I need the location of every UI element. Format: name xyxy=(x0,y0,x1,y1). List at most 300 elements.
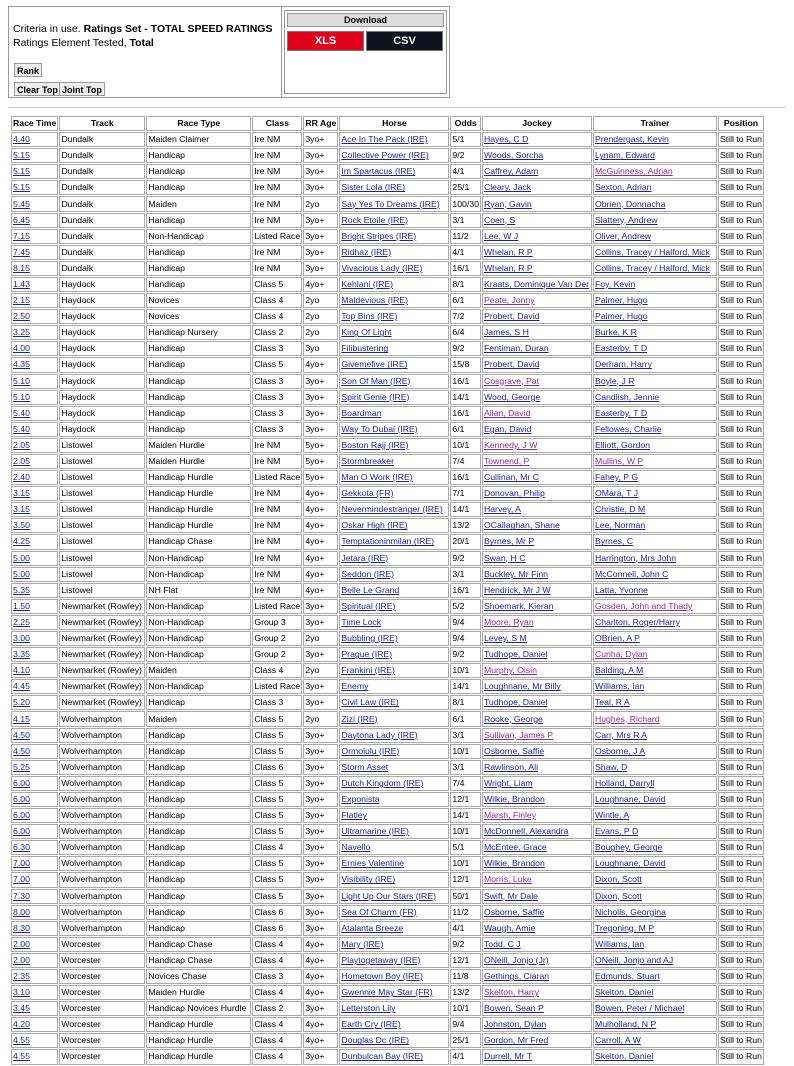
cell-race-type: Handicap xyxy=(146,824,251,839)
cell-jockey[interactable]: Lee, W J xyxy=(482,229,592,244)
cell-position: Still to Run xyxy=(718,502,764,517)
cell-jockey[interactable]: Gethings, Ciaran xyxy=(482,969,592,984)
cell-trainer[interactable]: Easterby, T D xyxy=(593,341,717,356)
cell-horse[interactable]: Enemy xyxy=(339,679,449,694)
cell-race-time[interactable]: 4.50 xyxy=(11,728,58,743)
cell-class: Class 5 xyxy=(252,744,302,759)
cell-rr-age: 3yo+ xyxy=(303,374,338,389)
cell-class: Class 3 xyxy=(252,422,302,437)
cell-race-time[interactable]: 3.25 xyxy=(11,325,58,340)
cell-trainer[interactable]: Teal, R A xyxy=(593,695,717,710)
cell-race-time[interactable]: 5.00 xyxy=(11,551,58,566)
cell-race-time[interactable]: 1.50 xyxy=(11,599,58,614)
cell-horse[interactable]: Collective Power (IRE) xyxy=(339,148,449,163)
cell-jockey[interactable]: Probert, David xyxy=(482,357,592,372)
cell-race-time[interactable]: 2.35 xyxy=(11,969,58,984)
cell-horse[interactable]: Douglas Dc (IRE) xyxy=(339,1033,449,1048)
table-row xyxy=(11,679,764,694)
cell-odds: 12/1 xyxy=(450,792,481,807)
cell-trainer[interactable]: Shaw, D xyxy=(593,760,717,775)
cell-jockey[interactable]: Levey, S M xyxy=(482,631,592,646)
cell-trainer[interactable]: Easterby, T D xyxy=(593,406,717,421)
cell-horse[interactable]: Civil Law (IRE) xyxy=(339,695,449,710)
cell-race-time[interactable]: 4.15 xyxy=(11,711,58,726)
cell-race-time[interactable]: 2.05 xyxy=(11,454,58,469)
cell-jockey[interactable]: Shoemark, Kieran xyxy=(482,599,592,614)
cell-track: Worcester xyxy=(59,937,145,952)
cell-odds: 3/1 xyxy=(450,728,481,743)
cell-race-time[interactable]: 5.15 xyxy=(11,148,58,163)
cell-race-time[interactable]: 4.40 xyxy=(11,132,58,147)
joint-top-button[interactable]: Joint Top xyxy=(59,82,105,96)
cell-race-time[interactable]: 4.55 xyxy=(11,1049,58,1064)
cell-jockey[interactable]: Skelton, Harry xyxy=(482,985,592,1000)
cell-trainer[interactable]: OBrien, A P xyxy=(593,631,717,646)
column-header-race-type: Race Type xyxy=(146,116,251,131)
cell-horse[interactable]: Bright Stripes (IRE) xyxy=(339,229,449,244)
cell-class: Listed Race xyxy=(252,679,302,694)
cell-trainer[interactable]: Derham, Harry xyxy=(593,357,717,372)
cell-odds: 10/1 xyxy=(450,438,481,453)
cell-track: Worcester xyxy=(59,985,145,1000)
cell-jockey[interactable]: Marsh, Finley xyxy=(482,808,592,823)
cell-jockey[interactable]: Byrnes, Mr P xyxy=(482,534,592,549)
cell-odds: 16/1 xyxy=(450,583,481,598)
table-row xyxy=(11,245,764,260)
cell-race-time[interactable]: 3.35 xyxy=(11,647,58,662)
cell-jockey[interactable]: Hendrick, Mr J W xyxy=(482,583,592,598)
cell-trainer[interactable]: Osborne, J A xyxy=(593,744,717,759)
cell-jockey[interactable]: Coen, S xyxy=(482,213,592,228)
cell-horse[interactable]: Boardman xyxy=(339,406,449,421)
cell-race-time[interactable]: 7.30 xyxy=(11,889,58,904)
cell-jockey[interactable]: Harvey, A xyxy=(482,502,592,517)
cell-trainer[interactable]: Evans, P D xyxy=(593,824,717,839)
cell-rr-age: 4yo+ xyxy=(303,969,338,984)
cell-race-time[interactable]: 4.20 xyxy=(11,1017,58,1032)
cell-rr-age: 3yo+ xyxy=(303,406,338,421)
cell-trainer[interactable]: McConnell, John C xyxy=(593,567,717,582)
cell-class: Ire NM xyxy=(252,454,302,469)
cell-race-time[interactable]: 2.50 xyxy=(11,309,58,324)
cell-jockey[interactable]: Probert, David xyxy=(482,309,592,324)
cell-race-time[interactable]: 4.10 xyxy=(11,663,58,678)
cell-horse[interactable]: Time Lock xyxy=(339,615,449,630)
cell-horse[interactable]: Dutch Kingdom (IRE) xyxy=(339,776,449,791)
cell-horse[interactable]: Stormbreaker xyxy=(339,454,449,469)
cell-trainer[interactable]: Gosden, John and Thady xyxy=(593,599,717,614)
cell-jockey[interactable]: Woods, Sorcha xyxy=(482,148,592,163)
cell-trainer[interactable]: Balding, A M xyxy=(593,663,717,678)
cell-trainer[interactable]: Oliver, Andrew xyxy=(593,229,717,244)
cell-race-time[interactable]: 5.40 xyxy=(11,406,58,421)
cell-horse[interactable]: Exponista xyxy=(339,792,449,807)
cell-horse[interactable]: King Of Light xyxy=(339,325,449,340)
cell-trainer[interactable]: Elliott, Gordon xyxy=(593,438,717,453)
cell-jockey[interactable]: Osborne, Saffie xyxy=(482,905,592,920)
cell-trainer[interactable]: Carroll, A W xyxy=(593,1033,717,1048)
cell-trainer[interactable]: Obrien, Donnacha xyxy=(593,196,717,211)
cell-track: Newmarket (Rowley) xyxy=(59,695,145,710)
cell-trainer[interactable]: Latta, Yvonne xyxy=(593,583,717,598)
cell-jockey[interactable]: OCallaghan, Shane xyxy=(482,518,592,533)
cell-trainer[interactable]: McGuinness, Adrian xyxy=(593,164,717,179)
table-row xyxy=(11,760,764,775)
cell-race-time[interactable]: 3.15 xyxy=(11,486,58,501)
cell-race-time[interactable]: 1.43 xyxy=(11,277,58,292)
cell-race-time[interactable]: 2.40 xyxy=(11,470,58,485)
cell-trainer[interactable]: Loughnane, David xyxy=(593,856,717,871)
cell-trainer[interactable]: Williams, Ian xyxy=(593,679,717,694)
cell-race-time[interactable]: 7.00 xyxy=(11,872,58,887)
table-row xyxy=(11,744,764,759)
cell-trainer[interactable]: ONeill, Jonjo and AJ xyxy=(593,953,717,968)
cell-jockey[interactable]: Kennedy, J W xyxy=(482,438,592,453)
cell-odds: 50/1 xyxy=(450,889,481,904)
cell-horse[interactable]: Givemefive (IRE) xyxy=(339,357,449,372)
cell-race-time[interactable]: 3.15 xyxy=(11,502,58,517)
cell-trainer[interactable]: Burke, K R xyxy=(593,325,717,340)
cell-jockey[interactable]: James, S H xyxy=(482,325,592,340)
cell-jockey[interactable]: Peate, Jonny xyxy=(482,293,592,308)
cell-horse[interactable]: Filibustering xyxy=(339,341,449,356)
cell-horse[interactable]: Playtogetaway (IRE) xyxy=(339,953,449,968)
cell-race-time[interactable]: 6.30 xyxy=(11,840,58,855)
cell-rr-age: 3yo+ xyxy=(303,615,338,630)
cell-jockey[interactable]: Gordon, Mr Fred xyxy=(482,1033,592,1048)
cell-jockey[interactable]: Caffrey, Adam xyxy=(482,164,592,179)
cell-race-time[interactable]: 6.00 xyxy=(11,808,58,823)
cell-jockey[interactable]: Cleary, Jack xyxy=(482,180,592,195)
cell-race-time[interactable]: 6.00 xyxy=(11,776,58,791)
column-header-odds: Odds xyxy=(450,116,481,131)
cell-horse[interactable]: Maldevious (IRE) xyxy=(339,293,449,308)
cell-race-time[interactable]: 7.00 xyxy=(11,856,58,871)
cell-jockey[interactable]: Johnston, Dylan xyxy=(482,1017,592,1032)
cell-horse[interactable]: Earth Cry (IRE) xyxy=(339,1017,449,1032)
cell-horse[interactable]: Ultramarine (IRE) xyxy=(339,824,449,839)
cell-horse[interactable]: Dunbulcan Bay (IRE) xyxy=(339,1049,449,1064)
cell-horse[interactable]: Frankini (IRE) xyxy=(339,663,449,678)
cell-horse[interactable]: Navello xyxy=(339,840,449,855)
cell-horse[interactable]: Temptationinmilan (IRE) xyxy=(339,534,449,549)
cell-jockey[interactable]: Rooke, George xyxy=(482,711,592,726)
cell-horse[interactable]: Daytona Lady (IRE) xyxy=(339,728,449,743)
cell-jockey[interactable]: Egan, David xyxy=(482,422,592,437)
cell-horse[interactable]: Light Up Our Stars (IRE) xyxy=(339,889,449,904)
cell-jockey[interactable]: Swift, Mr Dale xyxy=(482,889,592,904)
cell-horse[interactable]: Rock Etoile (IRE) xyxy=(339,213,449,228)
cell-horse[interactable]: Vivacious Lady (IRE) xyxy=(339,261,449,276)
cell-jockey[interactable]: Swan, H C xyxy=(482,551,592,566)
cell-rr-age: 3yo+ xyxy=(303,695,338,710)
cell-race-type: Handicap Hurdle xyxy=(146,1049,251,1064)
cell-class: Class 4 xyxy=(252,840,302,855)
cell-jockey[interactable]: Tudhope, Daniel xyxy=(482,647,592,662)
cell-trainer[interactable]: Wintle, A xyxy=(593,808,717,823)
cell-race-time[interactable]: 2.25 xyxy=(11,615,58,630)
cell-race-type: Non-Handicap xyxy=(146,647,251,662)
cell-horse[interactable]: Jetara (IRE) xyxy=(339,551,449,566)
cell-race-time[interactable]: 5.25 xyxy=(11,760,58,775)
cell-position: Still to Run xyxy=(718,663,764,678)
cell-jockey[interactable]: Wright, Liam xyxy=(482,776,592,791)
cell-trainer[interactable]: Foy, Kevin xyxy=(593,277,717,292)
cell-jockey[interactable]: Wood, George xyxy=(482,390,592,405)
cell-jockey[interactable]: Whelan, R P xyxy=(482,261,592,276)
cell-horse[interactable]: Mary (IRE) xyxy=(339,937,449,952)
cell-trainer[interactable]: Tregoning, M P xyxy=(593,921,717,936)
criteria-line-1 xyxy=(13,23,272,35)
cell-trainer[interactable]: Lynam, Edward xyxy=(593,148,717,163)
cell-trainer[interactable]: Nicholls, Georgina xyxy=(593,905,717,920)
cell-race-time[interactable]: 2.15 xyxy=(11,293,58,308)
cell-trainer[interactable]: Skelton, Daniel xyxy=(593,1049,717,1064)
cell-horse[interactable]: Hometown Boy (IRE) xyxy=(339,969,449,984)
cell-trainer[interactable]: Harrington, Mrs John xyxy=(593,551,717,566)
cell-trainer[interactable]: Dixon, Scott xyxy=(593,889,717,904)
cell-trainer[interactable]: Charlton, Roger/Harry xyxy=(593,615,717,630)
cell-horse[interactable]: Visibility (IRE) xyxy=(339,872,449,887)
cell-race-time[interactable]: 4.35 xyxy=(11,357,58,372)
cell-horse[interactable]: Gekkota (FR) xyxy=(339,486,449,501)
cell-jockey[interactable]: Ryan, Gavin xyxy=(482,196,592,211)
cell-trainer[interactable]: Mullins, W P xyxy=(593,454,717,469)
cell-jockey[interactable]: Wilkie, Brandon xyxy=(482,792,592,807)
cell-horse[interactable]: Belle Le Grand xyxy=(339,583,449,598)
cell-horse[interactable]: Zizi (IRE) xyxy=(339,711,449,726)
cell-horse[interactable]: Boston Rajj (IRE) xyxy=(339,438,449,453)
cell-position: Still to Run xyxy=(718,792,764,807)
cell-race-time[interactable]: 4.00 xyxy=(11,341,58,356)
cell-rr-age: 3yo+ xyxy=(303,229,338,244)
cell-race-time[interactable]: 6.00 xyxy=(11,792,58,807)
cell-horse[interactable]: Son Of Man (IRE) xyxy=(339,374,449,389)
cell-trainer[interactable]: Skelton, Daniel xyxy=(593,985,717,1000)
cell-odds: 4/1 xyxy=(450,164,481,179)
cell-race-time[interactable]: 8.15 xyxy=(11,261,58,276)
cell-trainer[interactable]: Mulholland, N P xyxy=(593,1017,717,1032)
cell-jockey[interactable]: ONeill, Jonjo (Jr) xyxy=(482,953,592,968)
cell-horse[interactable]: Seddon (IRE) xyxy=(339,567,449,582)
cell-trainer[interactable]: Candlish, Jennie xyxy=(593,390,717,405)
cell-trainer[interactable]: Lee, Norman xyxy=(593,518,717,533)
table-row xyxy=(11,695,764,710)
cell-race-type: Novices xyxy=(146,309,251,324)
cell-jockey[interactable]: Townend, P xyxy=(482,454,592,469)
criteria-box xyxy=(9,7,282,97)
clear-top-button[interactable]: Clear Top xyxy=(14,82,61,96)
cell-horse[interactable]: Oskar High (IRE) xyxy=(339,518,449,533)
cell-jockey[interactable]: Whelan, R P xyxy=(482,245,592,260)
cell-jockey[interactable]: Bowen, Sean P xyxy=(482,1001,592,1016)
cell-race-time[interactable]: 8.00 xyxy=(11,905,58,920)
cell-horse[interactable]: Storm Asset xyxy=(339,760,449,775)
cell-race-time[interactable]: 2.00 xyxy=(11,937,58,952)
cell-trainer[interactable]: Cunha, Dylan xyxy=(593,647,717,662)
cell-rr-age: 2yo xyxy=(303,663,338,678)
csv-download-button[interactable]: CSV xyxy=(366,31,443,51)
cell-trainer[interactable]: Christie, D M xyxy=(593,502,717,517)
cell-horse[interactable]: Top Bins (IRE) xyxy=(339,309,449,324)
cell-trainer[interactable]: Edmunds, Stuart xyxy=(593,969,717,984)
cell-jockey[interactable]: Moore, Ryan xyxy=(482,615,592,630)
cell-rr-age: 3yo+ xyxy=(303,1049,338,1064)
cell-race-time[interactable]: 5.10 xyxy=(11,390,58,405)
cell-trainer[interactable]: Collins, Tracey / Halford, Mick xyxy=(593,261,717,276)
table-row xyxy=(11,148,764,163)
cell-horse[interactable]: Sister Lola (IRE) xyxy=(339,180,449,195)
cell-odds: 9/2 xyxy=(450,551,481,566)
cell-horse[interactable]: Bubbling (IRE) xyxy=(339,631,449,646)
cell-trainer[interactable]: Boyle, J R xyxy=(593,374,717,389)
cell-race-time[interactable]: 3.00 xyxy=(11,631,58,646)
cell-jockey[interactable]: Morris, Luke xyxy=(482,872,592,887)
table-row xyxy=(11,969,764,984)
cell-race-time[interactable]: 7.15 xyxy=(11,229,58,244)
cell-race-time[interactable]: 3.10 xyxy=(11,985,58,1000)
cell-class: Class 3 xyxy=(252,969,302,984)
table-header-row xyxy=(11,116,764,131)
cell-odds: 3/1 xyxy=(450,760,481,775)
cell-race-time[interactable]: 5.15 xyxy=(11,164,58,179)
cell-race-time[interactable]: 2.05 xyxy=(11,438,58,453)
cell-position: Still to Run xyxy=(718,132,764,147)
cell-race-time[interactable]: 5.00 xyxy=(11,567,58,582)
cell-trainer[interactable]: Slattery, Andrew xyxy=(593,213,717,228)
cell-horse[interactable]: Ace In The Pack (IRE) xyxy=(339,132,449,147)
cell-jockey[interactable]: Cosgrave, Pat xyxy=(482,374,592,389)
cell-race-time[interactable]: 3.50 xyxy=(11,518,58,533)
table-row xyxy=(11,357,764,372)
cell-horse[interactable]: Ormolulu (IRE) xyxy=(339,744,449,759)
cell-horse[interactable]: Spiritual (IRE) xyxy=(339,599,449,614)
cell-jockey[interactable]: Hayes, C D xyxy=(482,132,592,147)
cell-trainer[interactable]: Bowen, Peter / Michael xyxy=(593,1001,717,1016)
cell-trainer[interactable]: Hughes, Richard xyxy=(593,711,717,726)
cell-race-time[interactable]: 4.45 xyxy=(11,679,58,694)
cell-trainer[interactable]: Prendergast, Kevin xyxy=(593,132,717,147)
cell-race-time[interactable]: 5.10 xyxy=(11,374,58,389)
cell-jockey[interactable]: Kraats, Dominique Van Der xyxy=(482,277,592,292)
cell-jockey[interactable]: Cullinan, Mr C xyxy=(482,470,592,485)
cell-trainer[interactable]: Sexton, Adrian xyxy=(593,180,717,195)
cell-horse[interactable]: Ernies Valentine xyxy=(339,856,449,871)
cell-jockey[interactable]: Wilkie, Brandon xyxy=(482,856,592,871)
cell-trainer[interactable]: Dixon, Scott xyxy=(593,872,717,887)
cell-jockey[interactable]: Todd, C J xyxy=(482,937,592,952)
cell-horse[interactable]: Say Yes To Dreams (IRE) xyxy=(339,196,449,211)
cell-trainer[interactable]: Williams, Ian xyxy=(593,937,717,952)
cell-horse[interactable]: Sea Of Charm (FR) xyxy=(339,905,449,920)
cell-horse[interactable]: Im Spartacus (IRE) xyxy=(339,164,449,179)
cell-trainer[interactable]: Boughey, George xyxy=(593,840,717,855)
table-row xyxy=(11,470,764,485)
cell-jockey[interactable]: Rawlinson, Ali xyxy=(482,760,592,775)
cell-race-time[interactable]: 4.50 xyxy=(11,744,58,759)
cell-horse[interactable]: Gwennie May Star (FR) xyxy=(339,985,449,1000)
cell-horse[interactable]: Atalanta Breeze xyxy=(339,921,449,936)
cell-jockey[interactable]: Donovan, Philip xyxy=(482,486,592,501)
cell-race-time[interactable]: 5.35 xyxy=(11,583,58,598)
cell-trainer[interactable]: Palmer, Hugo xyxy=(593,309,717,324)
cell-race-type: Handicap xyxy=(146,840,251,855)
cell-race-time[interactable]: 7.45 xyxy=(11,245,58,260)
cell-trainer[interactable]: Loughnane, David xyxy=(593,792,717,807)
cell-class: Class 5 xyxy=(252,277,302,292)
cell-trainer[interactable]: Holland, Darryll xyxy=(593,776,717,791)
cell-race-time[interactable]: 6.00 xyxy=(11,824,58,839)
cell-trainer[interactable]: Collins, Tracey / Halford, Mick xyxy=(593,245,717,260)
cell-race-time[interactable]: 5.20 xyxy=(11,695,58,710)
cell-horse[interactable]: Kehlani (IRE) xyxy=(339,277,449,292)
cell-race-time[interactable]: 8.30 xyxy=(11,921,58,936)
cell-trainer[interactable]: Fellowes, Charlie xyxy=(593,422,717,437)
cell-jockey[interactable]: Buckley, Mr Finn xyxy=(482,567,592,582)
cell-race-time[interactable]: 4.25 xyxy=(11,534,58,549)
cell-position: Still to Run xyxy=(718,583,764,598)
cell-jockey[interactable]: Osborne, Saffie xyxy=(482,744,592,759)
cell-trainer[interactable]: Palmer, Hugo xyxy=(593,293,717,308)
cell-jockey[interactable]: Fentiman, Duran xyxy=(482,341,592,356)
cell-jockey[interactable]: Murphy, Oisin xyxy=(482,663,592,678)
cell-jockey[interactable]: Durrell, Mr T xyxy=(482,1049,592,1064)
cell-class: Ire NM xyxy=(252,180,302,195)
cell-race-time[interactable]: 5.15 xyxy=(11,180,58,195)
cell-race-time[interactable]: 4.55 xyxy=(11,1033,58,1048)
cell-race-time[interactable]: 5.40 xyxy=(11,422,58,437)
cell-horse[interactable]: Way To Dubai (IRE) xyxy=(339,422,449,437)
cell-jockey[interactable]: Sullivan, James P xyxy=(482,728,592,743)
cell-jockey[interactable]: Waugh, Amie xyxy=(482,921,592,936)
cell-odds: 6/1 xyxy=(450,293,481,308)
xls-download-button[interactable]: XLS xyxy=(287,31,364,51)
cell-trainer[interactable]: Fahey, P G xyxy=(593,470,717,485)
cell-race-time[interactable]: 5.45 xyxy=(11,196,58,211)
cell-rr-age: 4yo+ xyxy=(303,486,338,501)
cell-jockey[interactable]: McDonnell, Alexandra xyxy=(482,824,592,839)
cell-position: Still to Run xyxy=(718,631,764,646)
cell-horse[interactable]: Nevermindestranger (IRE) xyxy=(339,502,449,517)
cell-horse[interactable]: Flatley xyxy=(339,808,449,823)
cell-race-type: Non-Handicap xyxy=(146,599,251,614)
cell-class: Listed Race xyxy=(252,599,302,614)
cell-horse[interactable]: Man O Work (IRE) xyxy=(339,470,449,485)
cell-jockey[interactable]: McEntee, Grace xyxy=(482,840,592,855)
cell-race-time[interactable]: 2.00 xyxy=(11,953,58,968)
cell-trainer[interactable]: Byrnes, C xyxy=(593,534,717,549)
cell-race-time[interactable]: 3.45 xyxy=(11,1001,58,1016)
cell-track: Worcester xyxy=(59,1049,145,1064)
cell-horse[interactable]: Spirit Genie (IRE) xyxy=(339,390,449,405)
cell-jockey[interactable]: Tudhope, Daniel xyxy=(482,695,592,710)
cell-class: Class 5 xyxy=(252,872,302,887)
cell-trainer[interactable]: Carr, Mrs R A xyxy=(593,728,717,743)
cell-race-type: Maiden xyxy=(146,196,251,211)
cell-odds: 25/1 xyxy=(450,180,481,195)
cell-race-time[interactable]: 6.45 xyxy=(11,213,58,228)
cell-odds: 16/1 xyxy=(450,261,481,276)
rank-button[interactable]: Rank xyxy=(14,63,42,77)
cell-jockey[interactable]: Allan, David xyxy=(482,406,592,421)
cell-jockey[interactable]: Loughnane, Mr Billy xyxy=(482,679,592,694)
cell-horse[interactable]: Letterston Lily xyxy=(339,1001,449,1016)
cell-rr-age: 3yo+ xyxy=(303,824,338,839)
cell-horse[interactable]: Ridhaz (IRE) xyxy=(339,245,449,260)
cell-class: Ire NM xyxy=(252,164,302,179)
cell-horse[interactable]: Prague (IRE) xyxy=(339,647,449,662)
cell-trainer[interactable]: OMara, T J xyxy=(593,486,717,501)
